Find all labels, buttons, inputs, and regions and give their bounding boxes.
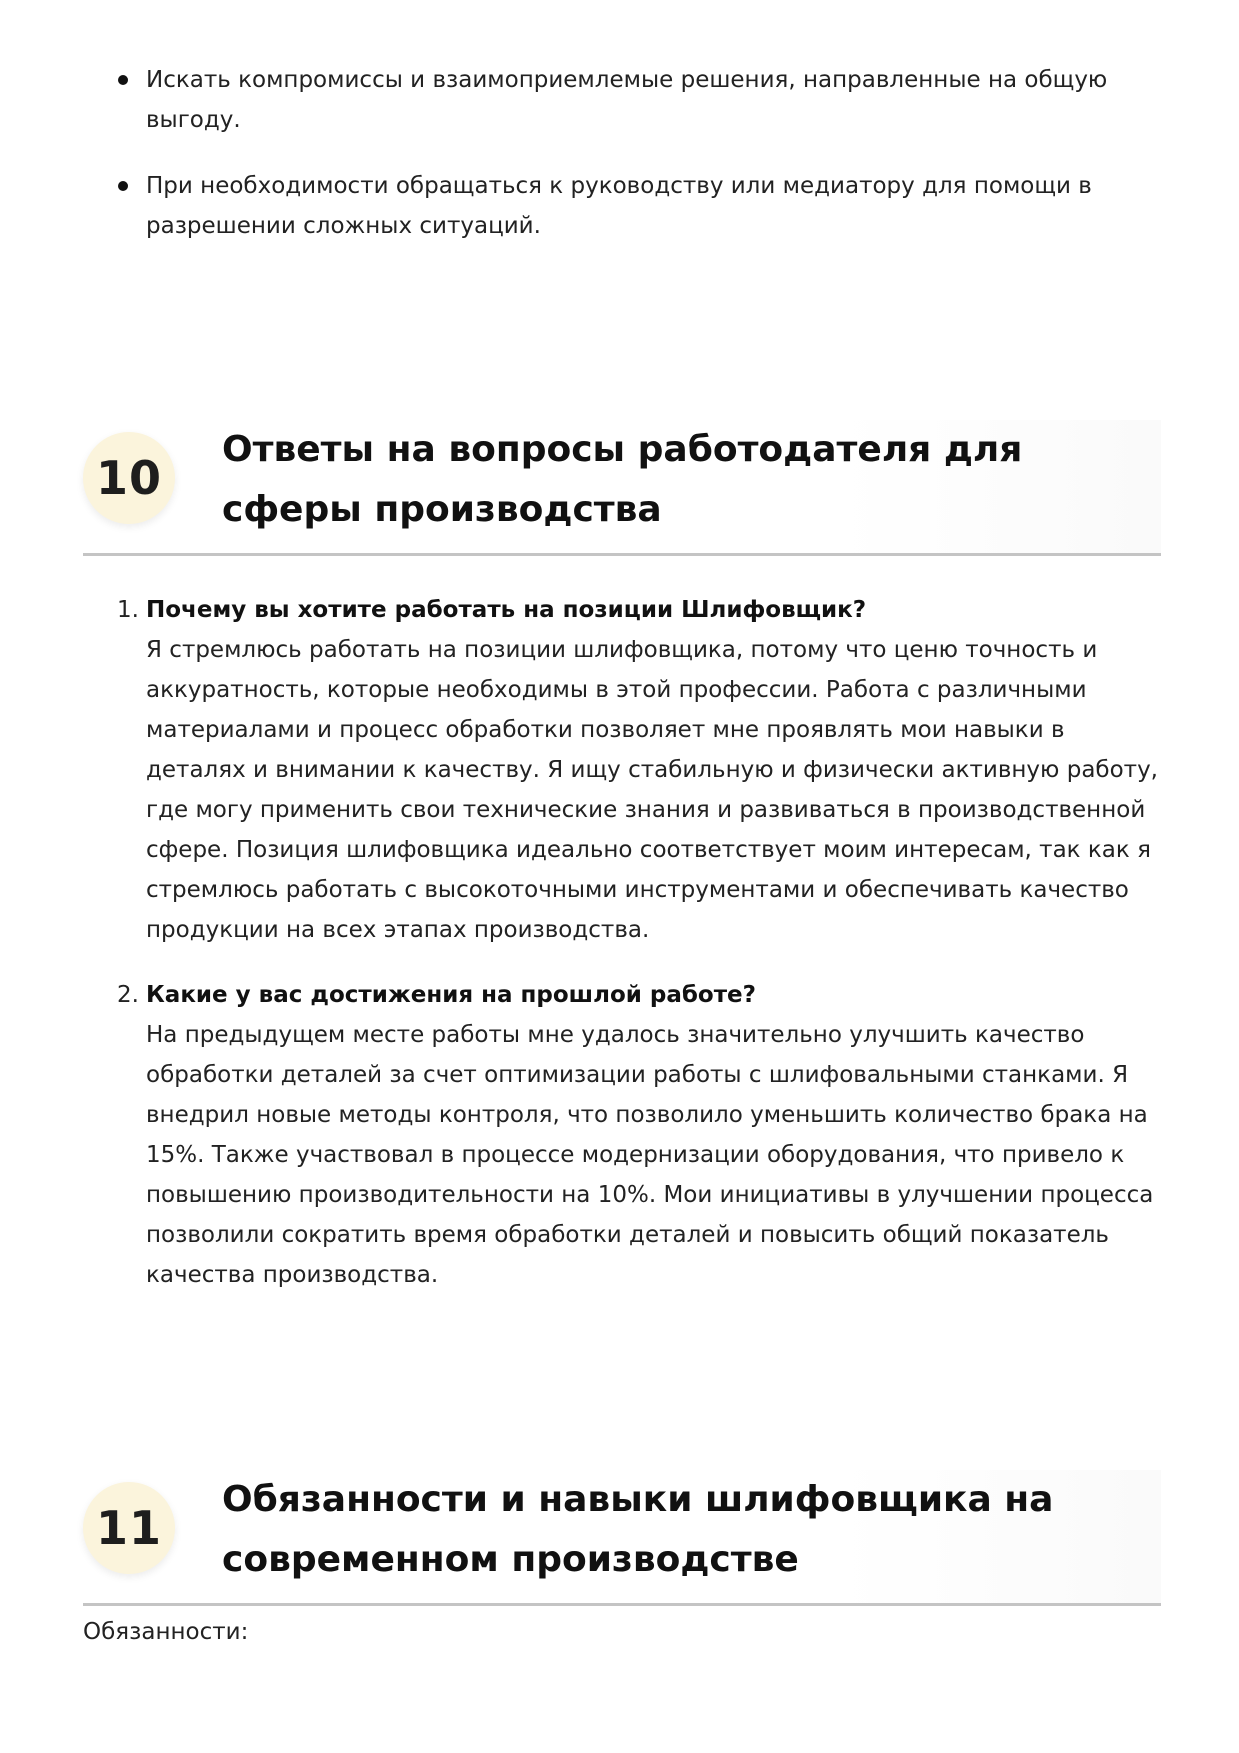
duties-label: Обязанности:	[83, 1619, 249, 1645]
list-number: 1.	[117, 597, 139, 623]
answer-text: Я стремлюсь работать на позиции шлифовщика, потому что ценю точность и аккуратность, которые необходимы в этой профессии. Работа с различными материалами и процесс обработки позволяет мне проявлять мои навыки в деталях и внимании к качеству. Я ищу стабильную и физически активную работу, где могу применить свои технические знания и развиваться в производственной сфере. Позиция шлифовщика идеально соответствует моим интересам, так как я стремлюсь работать с высокоточными инструментами и обеспечивать качество продукции на всех этапах производства.	[146, 637, 1158, 943]
list-item	[83, 590, 1163, 950]
bullet-icon	[118, 75, 128, 85]
qa-list	[83, 590, 1163, 1320]
section-header-11	[83, 1470, 1161, 1606]
question-text: Какие у вас достижения на прошлой работе?	[146, 982, 756, 1008]
section-number-badge: 11	[83, 1482, 175, 1574]
question-text: Почему вы хотите работать на позиции Шлифовщик?	[146, 597, 867, 623]
bullet-list	[83, 60, 1163, 272]
section-title: Ответы на вопросы работодателя для сферы производства	[222, 429, 1023, 530]
bullet-icon	[118, 181, 128, 191]
list-item	[83, 60, 1163, 140]
section-number-badge: 10	[83, 432, 175, 524]
section-header-10	[83, 420, 1161, 556]
answer-text: На предыдущем месте работы мне удалось значительно улучшить качество обработки деталей за счет оптимизации работы с шлифовальными станками. Я внедрил новые методы контроля, что позволило уменьшить количество брака на 15%. Также участвовал в процессе модернизации оборудования, что привело к повышению производительности на 10%. Мои инициативы в улучшении процесса позволили сократить время обработки деталей и повысить общий показатель качества производства.	[146, 1022, 1154, 1288]
bullet-text: Искать компромиссы и взаимоприемлемые решения, направленные на общую выгоду.	[146, 67, 1108, 133]
list-item	[83, 975, 1163, 1295]
bullet-text: При необходимости обращаться к руководству или медиатору для помощи в разрешении сложных ситуаций.	[146, 173, 1092, 239]
list-number: 2.	[117, 982, 139, 1008]
section-title: Обязанности и навыки шлифовщика на современном производстве	[222, 1479, 1054, 1580]
list-item	[83, 166, 1163, 246]
